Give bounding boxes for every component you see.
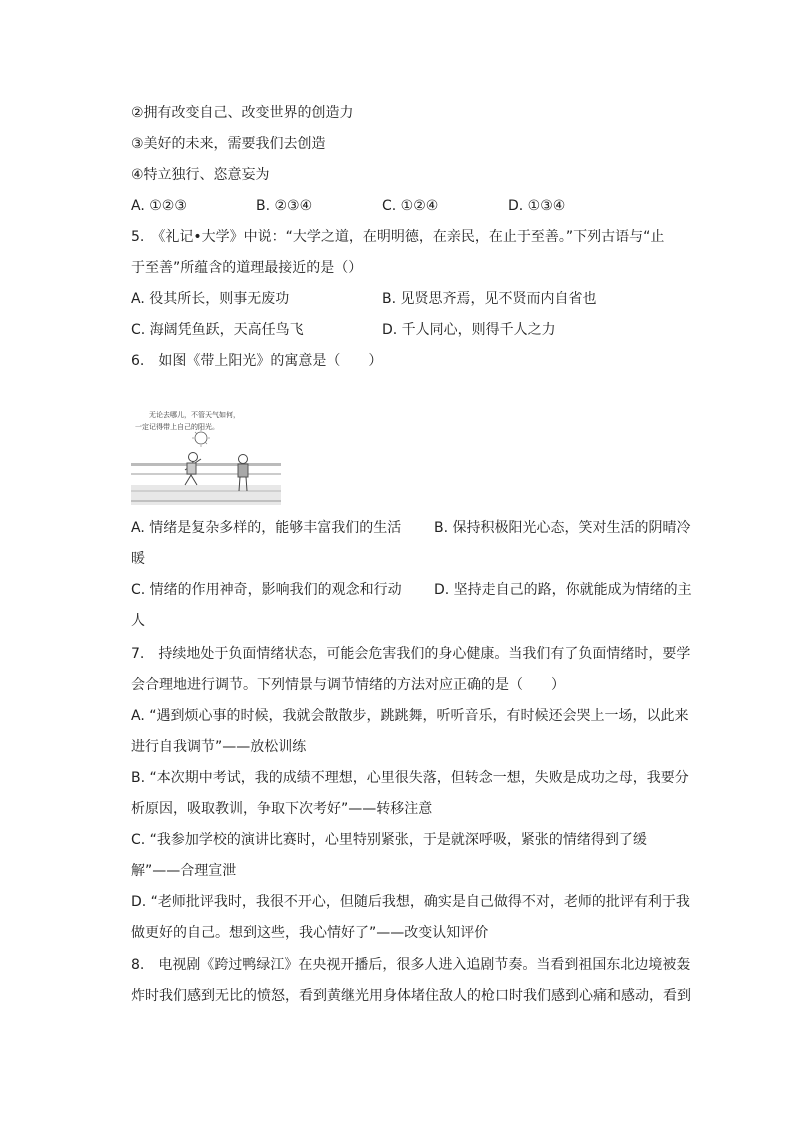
q5-option-c: C. 海阔凭鱼跃，天高任鸟飞 bbox=[131, 322, 304, 338]
sun-icon bbox=[195, 432, 207, 444]
q5-stem-line-1: 5. 《礼记•大学》中说：“大学之道，在明明德，在亲民，在止于至善。”下列古语与“止 bbox=[131, 229, 665, 245]
fence-rail-top bbox=[131, 463, 281, 466]
q4-option-a: A. ①②③ bbox=[131, 198, 187, 214]
running-person bbox=[185, 453, 201, 486]
q6-option-d-line-2: 人 bbox=[131, 613, 145, 629]
statement-4: ④特立独行、恣意妄为 bbox=[131, 167, 270, 183]
q6-option-b-line-2: 暖 bbox=[131, 551, 145, 567]
q8-stem-line-2: 炸时我们感到无比的愤怒，看到黄继光用身体堵住敌人的枪口时我们感到心痛和感动，看到 bbox=[131, 988, 691, 1004]
q7-option-b-line-1: B. “本次期中考试，我的成绩不理想，心里很失落，但转念一想，失败是成功之母，我要分 bbox=[131, 770, 689, 786]
q7-stem-line-2: 会合理地进行调节。下列情景与调节情绪的方法对应正确的是（ ） bbox=[131, 677, 565, 693]
q4-option-b: B. ②③④ bbox=[256, 198, 313, 214]
q5-option-a: A. 役其所长，则事无废功 bbox=[131, 291, 290, 307]
q7-option-b-line-2: 析原因，吸取教训，争取下次考好”——转移注意 bbox=[131, 801, 433, 817]
q6-option-b-line-1: B. 保持积极阳光心态，笑对生活的阴晴冷 bbox=[434, 520, 691, 536]
q6-option-c: C. 情绪的作用神奇，影响我们的观念和行动 bbox=[131, 582, 402, 598]
figure-caption-2: 一定记得带上自己的阳光。 bbox=[135, 423, 219, 431]
q5-option-b: B. 见贤思齐焉，见不贤而内自省也 bbox=[382, 291, 597, 307]
statement-2: ②拥有改变自己、改变世界的创造力 bbox=[131, 105, 354, 121]
cartoon-illustration bbox=[131, 405, 281, 505]
q7-option-c-line-2: 解”——合理宣泄 bbox=[131, 863, 237, 879]
ground bbox=[131, 485, 281, 505]
q6-option-d-line-1: D. 坚持走自己的路，你就能成为情绪的主 bbox=[434, 582, 692, 598]
q5-stem-line-2: 于至善”所蕴含的道理最接近的是（） bbox=[131, 260, 363, 276]
q7-option-a-line-2: 进行自我调节”——放松训练 bbox=[131, 739, 307, 755]
q7-option-d-line-1: D. “老师批评我时，我很不开心，但随后我想，确实是自己做得不对，老师的批评有利于我 bbox=[131, 894, 690, 910]
q6-stem: 6. 如图《带上阳光》的寓意是（ ） bbox=[131, 353, 383, 369]
q5-option-d: D. 千人同心，则得千人之力 bbox=[382, 322, 556, 338]
q7-stem-line-1: 7. 持续地处于负面情绪状态，可能会危害我们的身心健康。当我们有了负面情绪时，要学 bbox=[131, 646, 691, 662]
q8-stem-line-1: 8. 电视剧《跨过鸭绿江》在央视开播后，很多人进入追剧节奏。当看到祖国东北边境被轰 bbox=[131, 957, 691, 973]
q4-option-c: C. ①②④ bbox=[382, 198, 439, 214]
cartoon-figure bbox=[131, 405, 281, 505]
q7-option-d-line-2: 做更好的自己。想到这些，我心情好了”——改变认知评价 bbox=[131, 925, 489, 941]
q7-option-a-line-1: A. “遇到烦心事的时候，我就会散散步，跳跳舞，听听音乐，有时候还会哭上一场，以此来 bbox=[131, 708, 689, 724]
q7-option-c-line-1: C. “我参加学校的演讲比赛时，心里特别紧张，于是就深呼吸，紧张的情绪得到了缓 bbox=[131, 832, 647, 848]
figure-caption-1: 无论去哪儿，不管天气如何， bbox=[149, 411, 240, 419]
statement-3: ③美好的未来，需要我们去创造 bbox=[131, 136, 326, 152]
q6-option-a: A. 情绪是复杂多样的，能够丰富我们的生活 bbox=[131, 520, 402, 536]
fence-rail-middle bbox=[131, 473, 281, 475]
q4-option-d: D. ①③④ bbox=[508, 198, 566, 214]
